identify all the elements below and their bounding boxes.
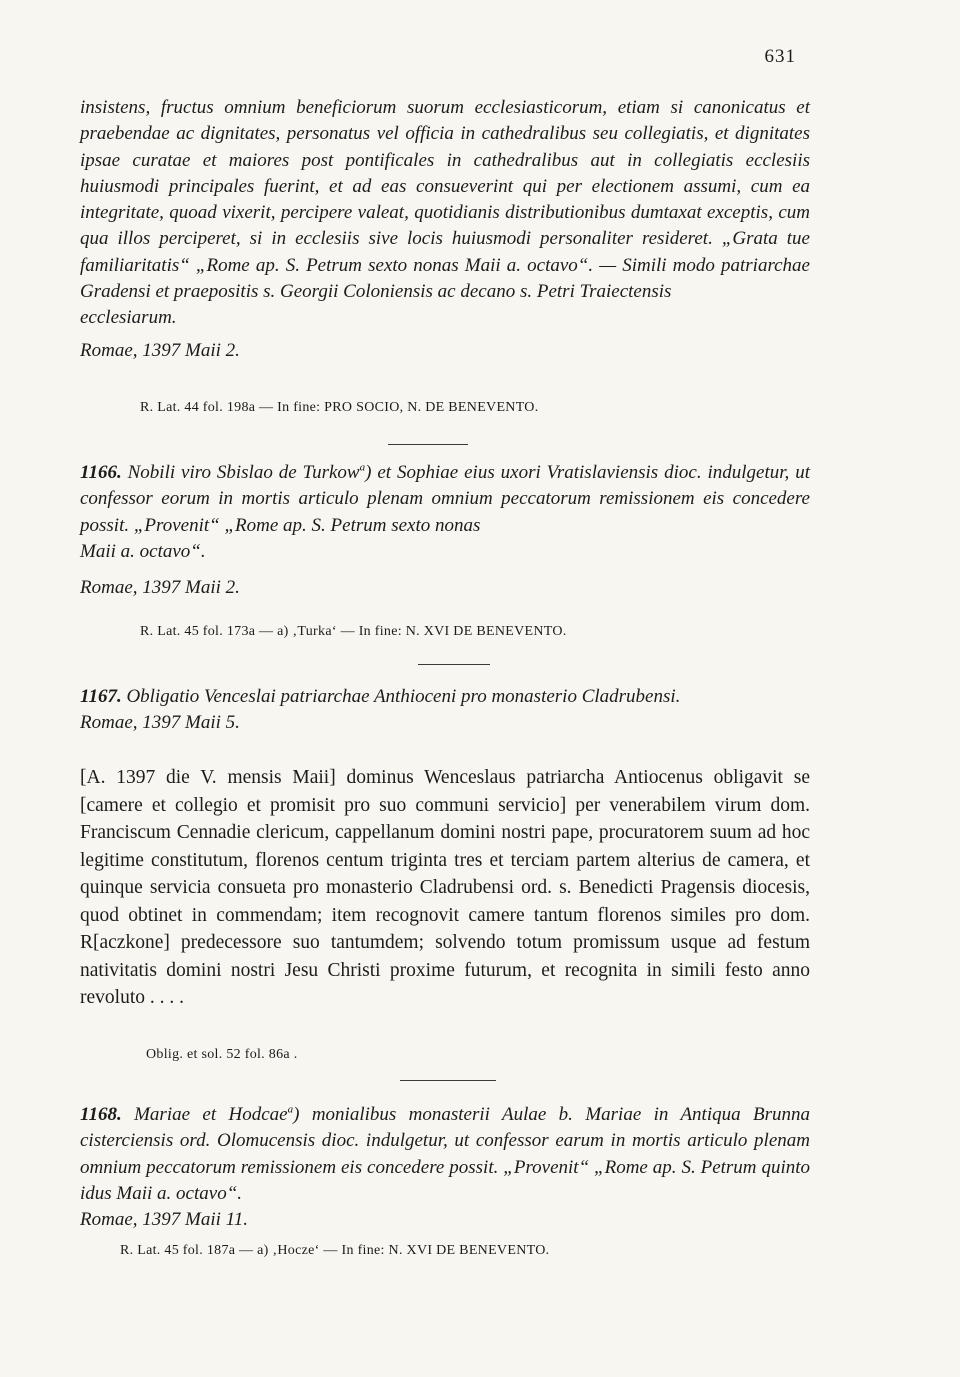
- footnote-mark: a: [359, 461, 366, 474]
- separator-rule: [400, 1080, 496, 1081]
- entry-1168-date: Romae, 1397 Maii 11.: [80, 1209, 248, 1231]
- prev-entry-date: Romae, 1397 Maii 2.: [80, 339, 240, 361]
- page-number: 631: [764, 46, 796, 67]
- prev-entry-body: insistens, fructus omnium beneficiorum suorum ecclesiasticorum, etiam si canonicatus et praebendae ac dignitates, personatus vel officia in cathedralibus seu collegiatis, et dignitates ipsae curatae et maiores post pontificales in cathedralibus aut in collegiatis ecclesiis huiusmodi principales fuerint, et ad eas consueverint qui per electionem assumi, cum ea integritate, quoad vixerit, percipere valeat, quotidianis distributionibus dumtaxat exceptis, cum qua illos perciperet, si in ecclesiis sive locis huiusmodi personaliter resideret. „Grata tue familiaritatis“ „Rome ap. S. Petrum sexto nonas Maii a. octavo“. — Simili modo patriarchae Gradensi et praepositis s. Georgii Coloniensis ac decano s. Petri Traiectensis: [80, 97, 810, 303]
- separator-rule: [418, 664, 490, 665]
- entry-1168-number: 1168.: [80, 1104, 122, 1125]
- entry-1167-body: [A. 1397 die V. mensis Maii] dominus Wenceslaus patriarcha Antiocenus obligavit se [camere et collegio et promisit pro suo communi servicio] per venerabilem virum dom. Franciscum Cennadie clericum, cappellanum domini nostri pape, procuratorem suum ad hoc legitime constitutum, florenos centum triginta tres et terciam partem alterius de camera, et quinque servicia consueta pro monasterio Cladrubensi ord. s. Benedicti Pragensis diocesis, quod obtinet in commendam; item recognovit camere tantum florenos similes pro dom. R[aczkone] predecessore suo tantumdem; solvendo totum promissum usque ad festum nativitatis domini nostri Jesu Christi proxime futurum, et recognita in simili festo anno revoluto . . . .: [80, 767, 810, 1008]
- entry-1167-text: [80, 764, 810, 1012]
- footnote-mark: a: [287, 1103, 294, 1116]
- entry-1167-title-line: [80, 684, 810, 710]
- entry-1167-heading: [80, 684, 810, 737]
- entry-1168-body: 1168. Mariae et Hodcae$^a$) monialibus monasterii Aulae b. Mariae in Antiqua Brunna cisterciensis ord. Olomucensis dioc. indulgetur, ut confessor earum in mortis articulo plenam omnium peccatorum remissionem eis concedere possit. „Provenit“ „Rome ap. S. Petrum quinto idus Maii a. octavo“.: [80, 1103, 811, 1204]
- entry-1167-date: Romae, 1397 Maii 5.: [80, 712, 240, 734]
- prev-entry-body-end: ecclesiarum.: [80, 307, 177, 329]
- entry-1166-body-end: Maii a. octavo“.: [80, 540, 206, 562]
- separator-rule: [388, 444, 468, 445]
- entry-1166-body: 1166. Nobili viro Sbislao de Turkow$^a$) et Sophiae eius uxori Vratislaviensis dioc. indulgetur, ut confessor eorum in mortis articulo plenam omnium peccatorum remissionem eis concedere possit. „Provenit“ „Rome ap. S. Petrum sexto nonas: [80, 461, 810, 536]
- entry-1167-title: Obligatio Venceslai patriarchae Anthioceni pro monasterio Cladrubensi.: [126, 686, 681, 707]
- entry-1167-reference: Oblig. et sol. 52 fol. 86a .: [146, 1047, 298, 1062]
- prev-entry-reference: R. Lat. 44 fol. 198a — In fine: PRO SOCIO, N. DE BENEVENTO.: [140, 400, 539, 415]
- entry-1166: [80, 460, 810, 601]
- entry-1166-date: Romae, 1397 Maii 2.: [80, 577, 240, 599]
- entry-1166-number: 1166.: [80, 462, 122, 483]
- entry-1167-number: 1167.: [80, 686, 122, 707]
- entry-1168-reference: R. Lat. 45 fol. 187a — a) ‚Hocze‘ — In fine: N. XVI DE BENEVENTO.: [120, 1243, 550, 1258]
- prev-entry-text: [80, 95, 810, 364]
- entry-1168: [80, 1102, 810, 1233]
- entry-1166-reference: R. Lat. 45 fol. 173a — a) ‚Turka‘ — In fine: N. XVI DE BENEVENTO.: [140, 624, 567, 639]
